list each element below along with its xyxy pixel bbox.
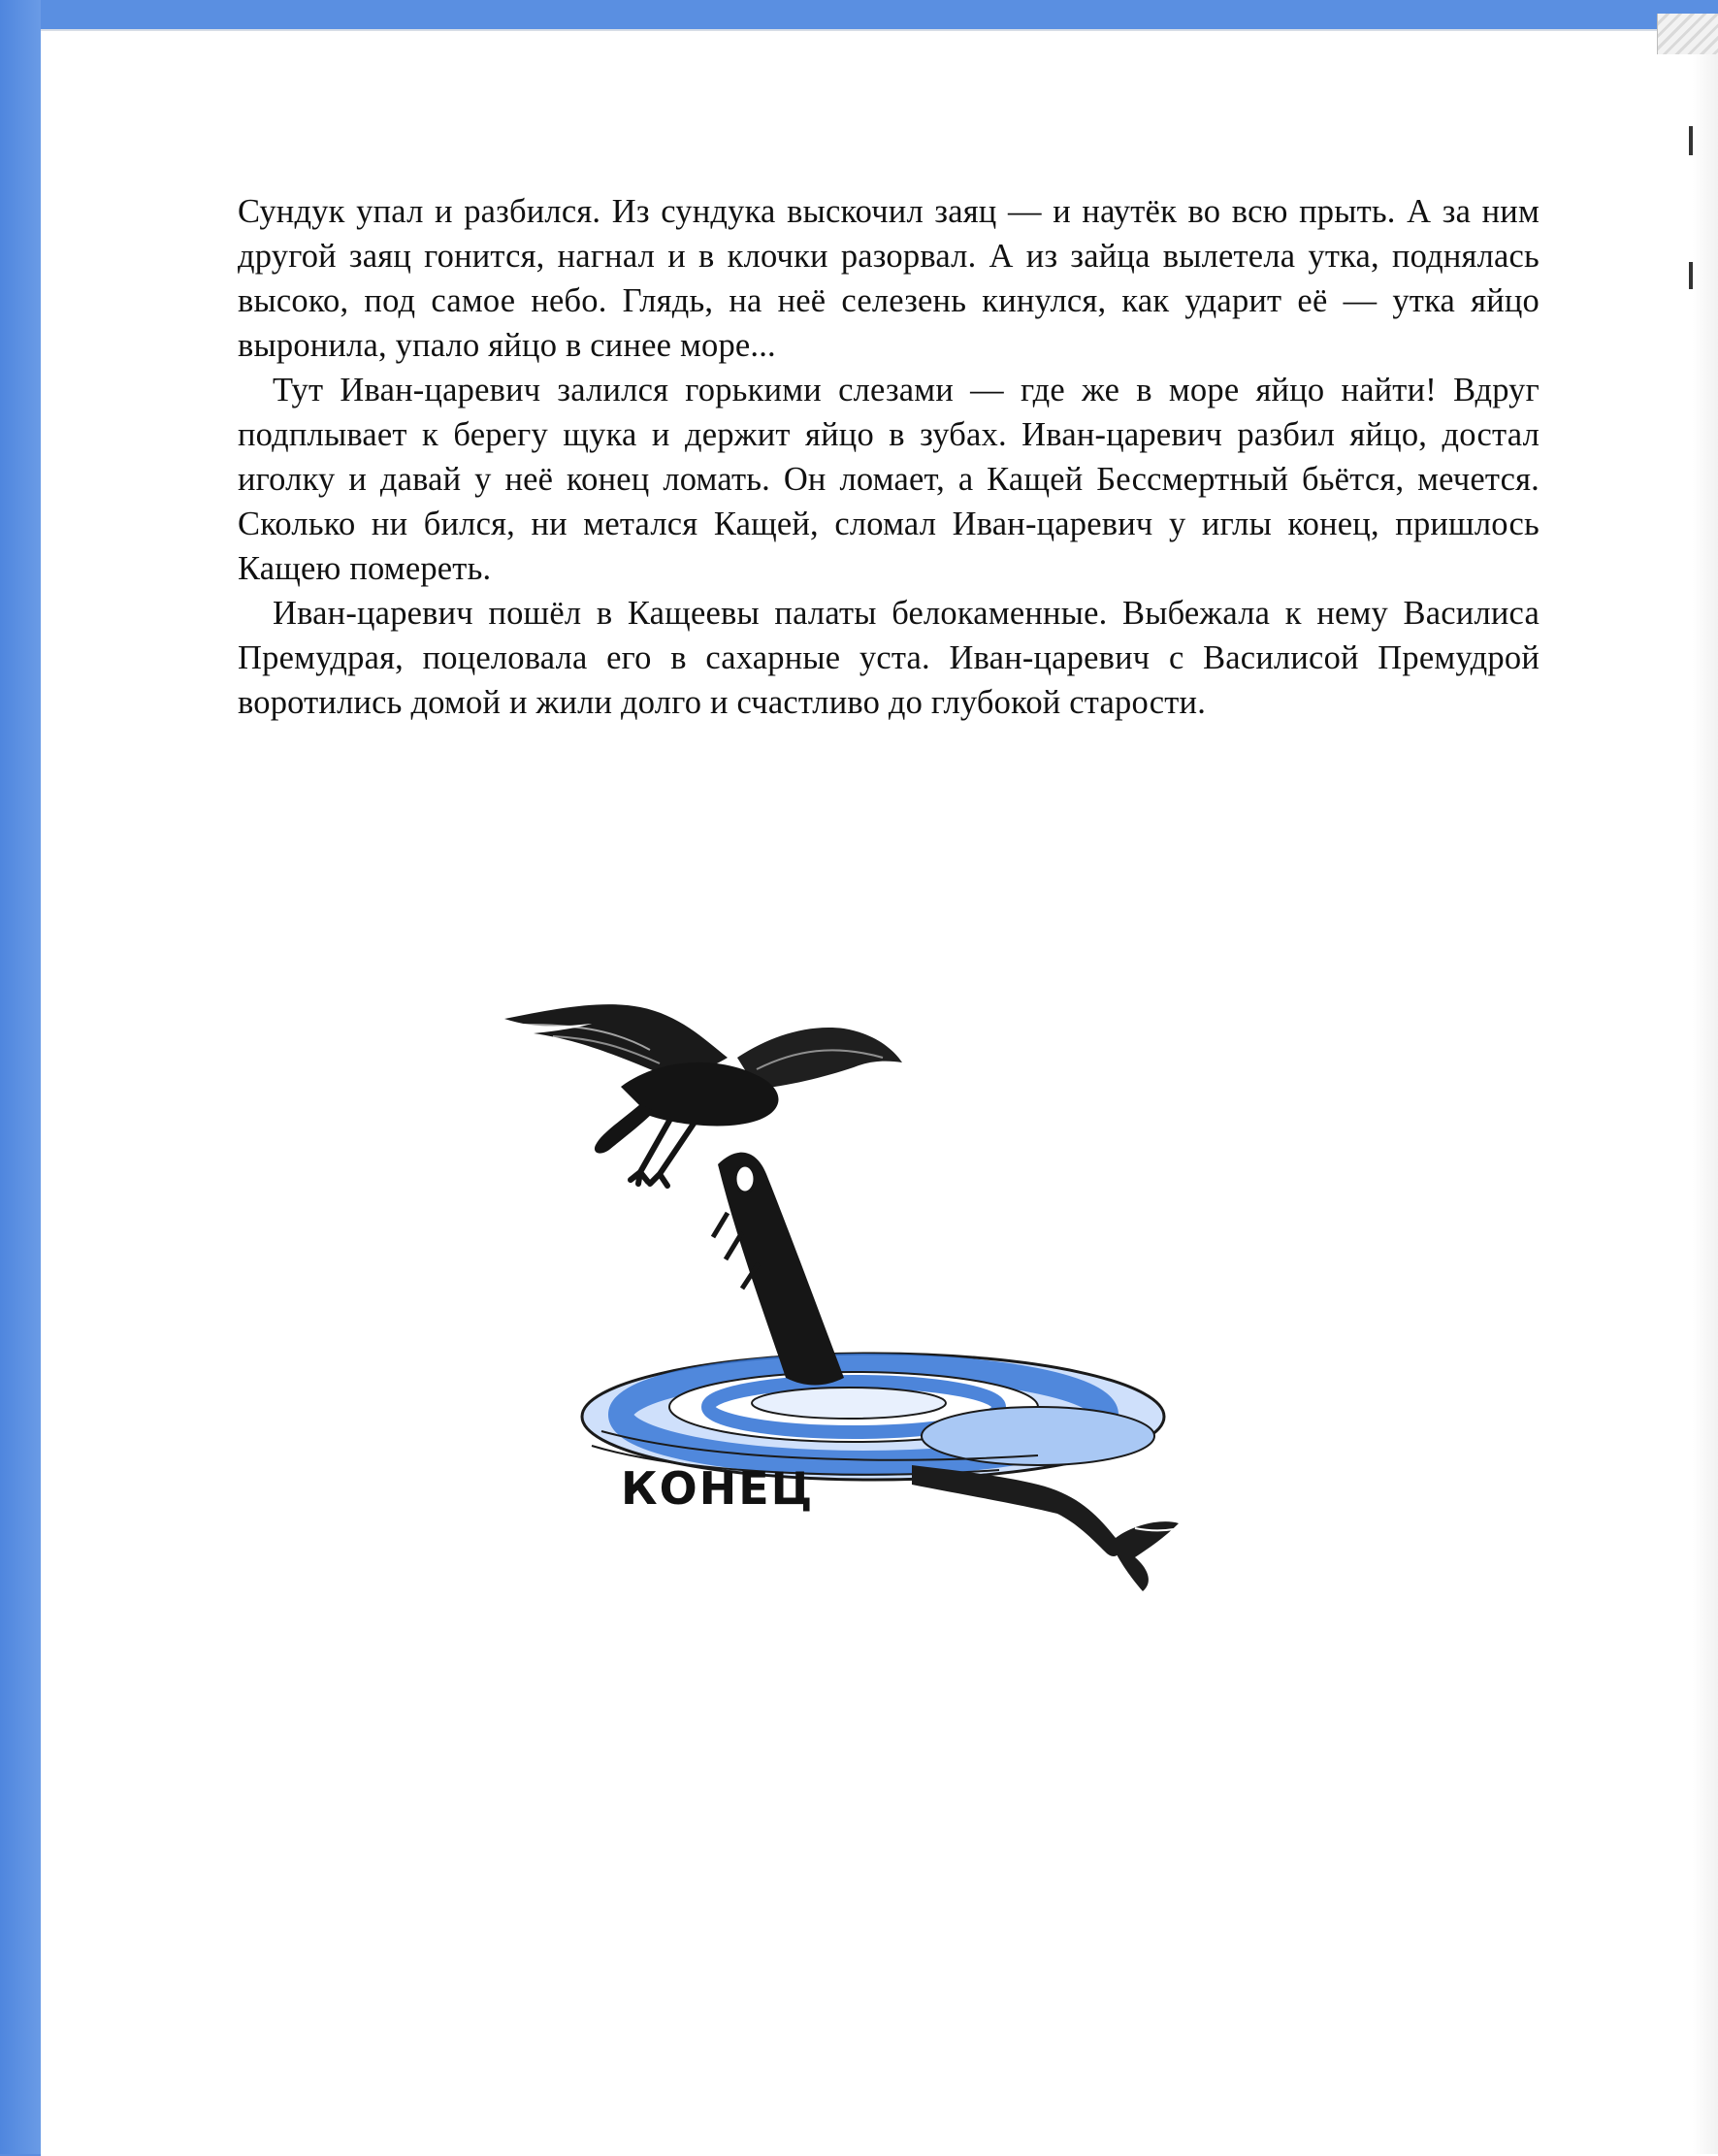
margin-mark (1689, 126, 1693, 155)
story-text (238, 189, 1540, 725)
illustration-svg (495, 980, 1271, 1601)
end-illustration (495, 980, 1271, 1601)
bird-drawing (504, 1004, 902, 1186)
margin-mark (1689, 262, 1693, 289)
paragraph: Тут Иван-царевич залился горькими слезами — где же в море яйцо найти! Вдруг подплывает к берегу щука и держит яйцо в зубах. Иван-царевич разбил яйцо, достал иголку и давай у неё конец ломать. Он ломает, а Кащей Бессмертный бьётся, мечется. Сколько ни бился, ни метался Кащей, сломал Иван-царевич у иглы конец, пришлось Кащею помереть. (238, 372, 1540, 587)
paragraph: Иван-царевич пошёл в Кащеевы палаты белокаменные. Выбежала к нему Василиса Премудрая, поцеловала его в сахарные уста. Иван-царевич с Василисой Премудрой воротились домой и жили долго и счастливо до глубокой старости. (238, 595, 1540, 721)
book-cover-top-edge (0, 0, 1718, 33)
bookmark-ribbon (1657, 14, 1718, 54)
paragraph: Сундук упал и разбился. Из сундука выскочил заяц — и наутёк во всю прыть. А за ним другой заяц гонится, нагнал и в клочки разорвал. А из зайца вылетела утка, поднялась высоко, под самое небо. Глядь, на неё селезень кинулся, как ударит её — утка яйцо выронила, упало яйцо в синее море... (238, 193, 1540, 364)
water-ripples (582, 1354, 1164, 1480)
page-edge-shade (1693, 29, 1718, 2154)
book-cover-left-edge (0, 0, 41, 2154)
end-caption: КОНЕЦ (621, 1462, 815, 1515)
